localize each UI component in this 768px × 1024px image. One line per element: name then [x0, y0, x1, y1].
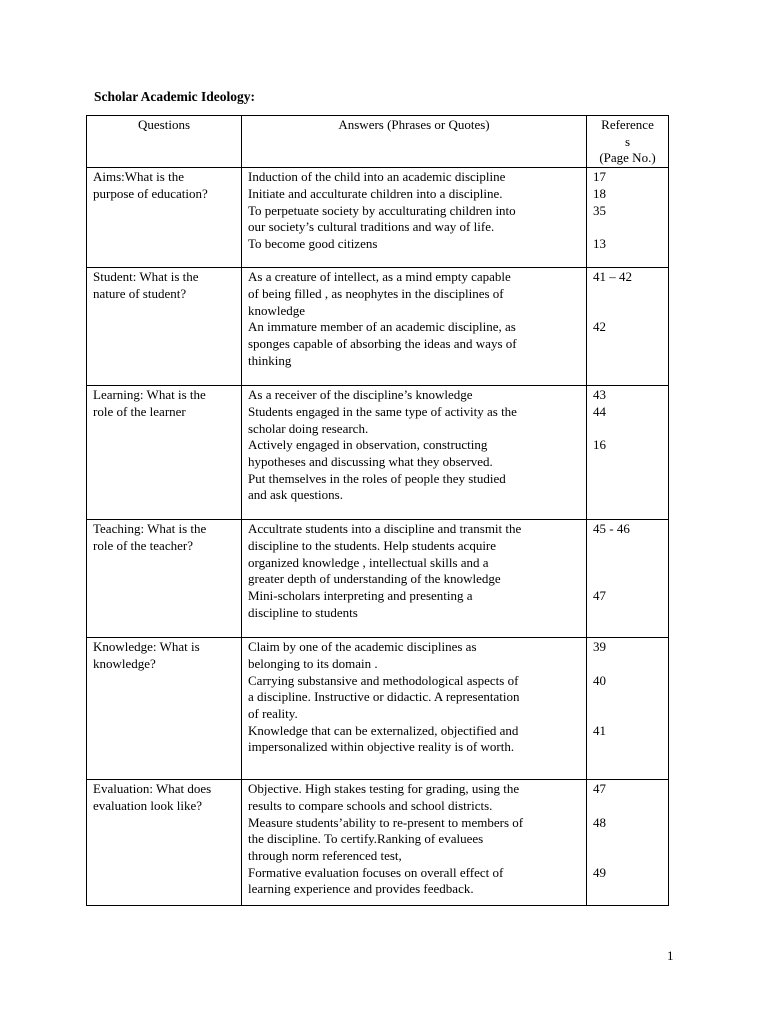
page-title: Scholar Academic Ideology:	[94, 89, 255, 104]
reference-cell: 39 40 41	[587, 638, 669, 780]
table-row	[87, 638, 669, 780]
table-row	[87, 168, 669, 268]
answer-cell: Accultrate students into a discipline and transmit the discipline to the students. Help students acquire organized knowledge , intellectual skills and a greater depth of understanding of the knowledge Mini-scholars interpreting and presenting a discipline to students	[242, 520, 587, 638]
answer-cell: Claim by one of the academic disciplines as belonging to its domain . Carrying substansive and methodological aspects of a discipline. Instructive or didactic. A representation of reality. Knowledge that can be externalized, objectified and impersonalized within objective reality is of worth.	[242, 638, 587, 780]
question-cell: Teaching: What is the role of the teacher?	[87, 520, 242, 638]
table-row	[87, 520, 669, 638]
questions-header: Questions	[87, 116, 242, 168]
reference-cell: 45 - 46 47	[587, 520, 669, 638]
reference-cell: 41 – 42 42	[587, 268, 669, 386]
table-row	[87, 386, 669, 520]
question-cell: Knowledge: What is knowledge?	[87, 638, 242, 780]
answer-cell: Objective. High stakes testing for grading, using the results to compare schools and school districts. Measure students’ability to re-present to members of the discipline. To certify.Ranking of evaluees through norm referenced test, Formative evaluation focuses on overall effect of learning experience and provides feedback.	[242, 780, 587, 906]
reference-cell: 43 44 16	[587, 386, 669, 520]
question-cell: Evaluation: What does evaluation look like?	[87, 780, 242, 906]
table-row	[87, 268, 669, 386]
question-cell: Learning: What is the role of the learner	[87, 386, 242, 520]
answer-cell: Induction of the child into an academic discipline Initiate and acculturate children into a discipline. To perpetuate society by acculturating children into our society’s cultural traditions and way of life. To become good citizens	[242, 168, 587, 268]
table-header-row	[87, 116, 669, 168]
table-row	[87, 780, 669, 906]
page-number: 1	[667, 948, 674, 963]
reference-cell: 47 48 49	[587, 780, 669, 906]
reference-cell: 17 18 35 13	[587, 168, 669, 268]
references-header: Reference s (Page No.)	[587, 116, 669, 168]
question-cell: Student: What is the nature of student?	[87, 268, 242, 386]
answers-header: Answers (Phrases or Quotes)	[242, 116, 587, 168]
answer-cell: As a creature of intellect, as a mind empty capable of being filled , as neophytes in the disciplines of knowledge An immature member of an academic discipline, as sponges capable of absorbing the ideas and ways of thinking	[242, 268, 587, 386]
question-cell: Aims:What is the purpose of education?	[87, 168, 242, 268]
answer-cell: As a receiver of the discipline’s knowledge Students engaged in the same type of activity as the scholar doing research. Actively engaged in observation, constructing hypotheses and discussing what they observed. Put themselves in the roles of people they studied and ask questions.	[242, 386, 587, 520]
ideology-table	[86, 115, 669, 906]
